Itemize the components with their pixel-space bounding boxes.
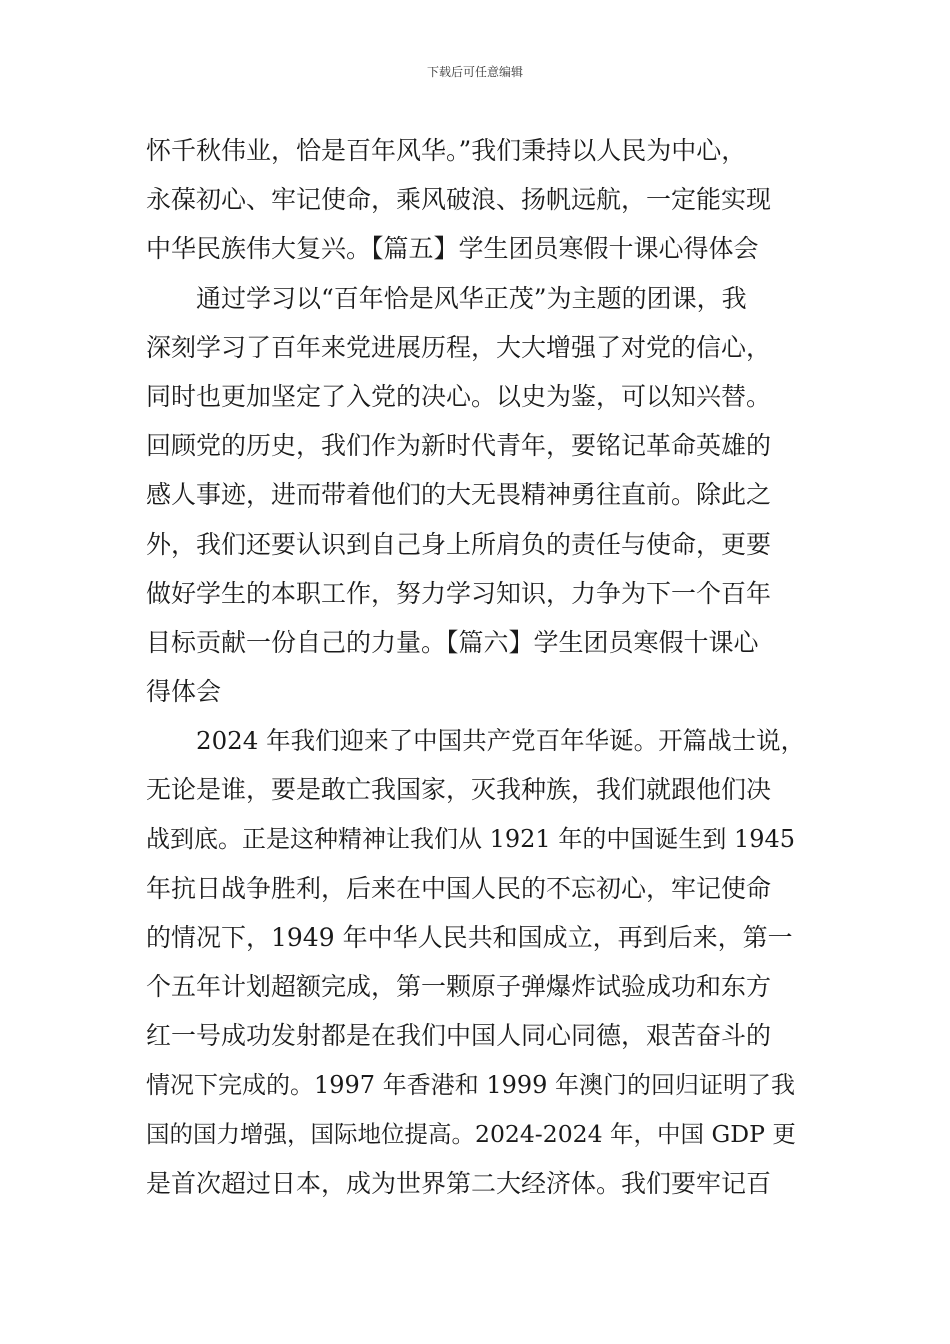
- text-line: 国的国力增强，国际地位提高。2024-2024 年，中国 GDP 更: [146, 1119, 796, 1148]
- paragraph-first-line: 通过学习以“百年恰是风华正茂”为主题的团课，我: [196, 283, 747, 313]
- text-line: 年抗日战争胜利，后来在中国人民的不忘初心，牢记使命: [146, 873, 772, 903]
- text-line: 回顾党的历史，我们作为新时代青年，要铭记革命英雄的: [146, 431, 772, 461]
- page-header: 下载后可任意编辑: [426, 65, 523, 79]
- text-line: 外，我们还要认识到自己身上所肩负的责任与使命，更要: [146, 529, 772, 559]
- text-line: 得体会: [146, 677, 222, 707]
- text-line: 永葆初心、牢记使命，乘风破浪、扬帆远航，一定能实现: [146, 185, 772, 215]
- text-line: 红一号成功发射都是在我们中国人同心同德，艰苦奋斗的: [146, 1021, 772, 1051]
- text-line: 无论是谁，要是敢亡我国家，灭我种族，我们就跟他们决: [146, 775, 772, 805]
- text-line: 做好学生的本职工作，努力学习知识，力争为下一个百年: [146, 578, 772, 608]
- text-line: 个五年计划超额完成，第一颗原子弹爆炸试验成功和东方: [146, 972, 772, 1002]
- text-line: 中华民族伟大复兴。【篇五】学生团员寒假十课心得体会: [146, 234, 759, 264]
- text-line: 目标贡献一份自己的力量。【篇六】学生团员寒假十课心: [146, 627, 759, 657]
- text-line: 感人事迹，进而带着他们的大无畏精神勇往直前。除此之: [146, 480, 772, 510]
- text-line: 怀千秋伟业，恰是百年风华。”我们秉持以人民为中心，: [146, 136, 747, 165]
- text-line: 的情况下，1949 年中华人民共和国成立，再到后来，第一: [146, 923, 793, 952]
- text-line: 是首次超过日本，成为世界第二大经济体。我们要牢记百: [146, 1168, 772, 1198]
- text-line: 深刻学习了百年来党进展历程，大大增强了对党的信心，: [146, 332, 772, 362]
- text-line: 同时也更加坚定了入党的决心。以史为鉴，可以知兴替。: [146, 381, 772, 411]
- document-body: [146, 126, 808, 1208]
- text-line: 战到底。正是这种精神让我们从 1921 年的中国诞生到 1945: [146, 824, 796, 853]
- paragraph-first-line: 2024 年我们迎来了中国共产党百年华诞。开篇战士说，: [196, 726, 806, 756]
- text-line: 情况下完成的。1997 年香港和 1999 年澳门的回归证明了我: [146, 1070, 796, 1099]
